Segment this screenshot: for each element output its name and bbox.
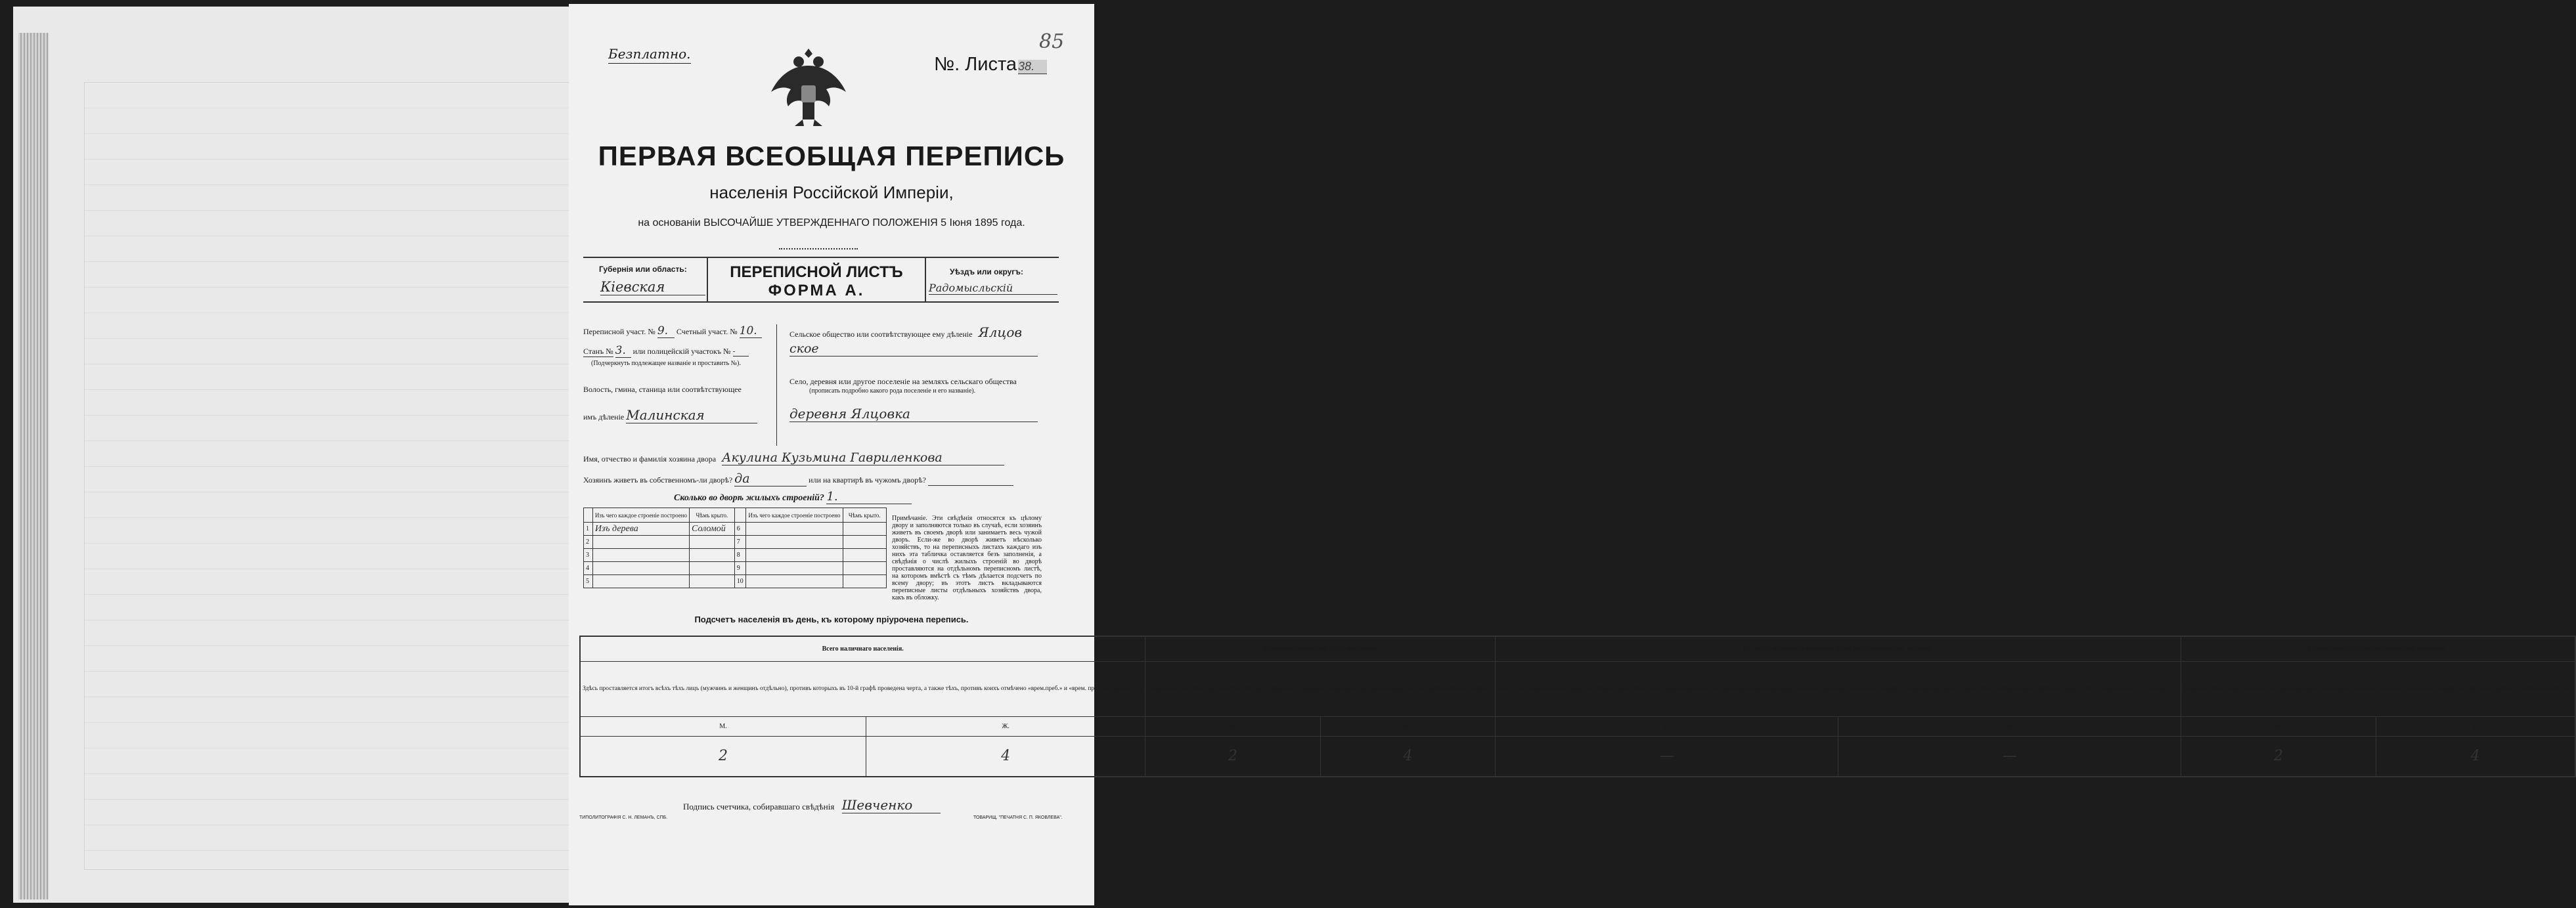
bt-n: 1 (584, 523, 593, 536)
buildings-value: 1. (826, 490, 912, 504)
page-stack-edge (18, 33, 49, 899)
bt-col-material-left: Изъ чего каждое строеніе построено (592, 508, 689, 523)
rural-label: Сельское общество или соотвѣтствующее ему дѣленіе (789, 330, 973, 339)
buildings-table (583, 508, 887, 588)
imprint-right: ТОВАРИЩ. "ПЕЧАТНЯ С. П. ЯКОВЛЕВА". (973, 815, 1063, 820)
ct-value: 2 (1145, 736, 1320, 777)
bt-n: 6 (734, 523, 746, 536)
rural-value-1: Ялцов (978, 324, 1023, 340)
owner-value: Акулина Кузьмина Гавриленкова (722, 450, 1004, 465)
volost-label: Волость, гмина, станица или соотвѣтствующее (583, 385, 742, 394)
province-label: Губернія или область: (599, 265, 687, 274)
ct-value: — (1838, 736, 2181, 777)
ct-female-label: Ж. (866, 716, 1145, 736)
census-section-field (583, 324, 762, 338)
stan-label: Станъ № (583, 347, 613, 356)
form-title (708, 263, 925, 300)
bt-roof: Соломой (690, 523, 735, 536)
form-title-line1: ПЕРЕПИСНОЙ ЛИСТЪ (730, 263, 903, 281)
bt-n: 8 (734, 549, 746, 562)
bt-n: 7 (734, 536, 746, 549)
district-cell (925, 258, 1059, 301)
volost-value: Малинская (626, 407, 757, 423)
ct-male-label: М. (580, 716, 866, 736)
ct-header: Въ числѣ наличнаго населенія было лицъ некрестьян. сословій. (1496, 636, 2181, 661)
stan-field (583, 344, 749, 358)
district-label: Уѣздъ или округъ: (950, 267, 1024, 276)
column-divider (776, 324, 777, 446)
bt-n: 3 (584, 549, 593, 562)
ct-description: Сюда вносится общее число всѣхъ тѣхъ лицъ (мужчинъ и женщинъ отдѣльно), противъ которыхъ въ 9-й графѣ отмѣчено «здѣсь». (1145, 661, 1496, 716)
free-label: Безплатно. (608, 46, 691, 64)
bt-col-roof-left: Чѣмъ крыто. (690, 508, 735, 523)
census-section-label: Переписной участ. № (583, 327, 655, 336)
owner-label: Имя, отчество и фамилія хозяина двора (583, 454, 717, 464)
census-section-value: 9. (657, 324, 675, 338)
rural-value-2: ское (789, 341, 1038, 357)
form-legal-basis: на основаніи ВЫСОЧАЙШЕ УТВЕРЖДЕННАГО ПОЛОЖЕНІЯ 5 Іюня 1895 года. (638, 217, 1025, 228)
bt-n: 9 (734, 562, 746, 575)
rented-value-line (928, 475, 1013, 486)
underline-note: (Подчеркнуть подлежащее названіе и проставить №). (591, 360, 741, 367)
village-label: Село, деревня или другое поселеніе на земляхъ сельскаго общества (789, 377, 1017, 386)
ct-value: 4 (866, 736, 1145, 777)
census-form-page (569, 4, 2573, 905)
archive-page-number: 85 (1039, 30, 1065, 53)
table-row (584, 562, 887, 575)
ct-male-label: М. (1145, 716, 1320, 736)
form-main-title: ПЕРВАЯ ВСЕОБЩАЯ ПЕРЕПИСЬ (598, 141, 1065, 171)
ct-description: Здѣсь проставляется (изъ графы 6-й) общее число всѣхъ лицъ некрестьянскихъ сословій (мужчинъ и женщинъ отдѣльно), противъ которыхъ въ графѣ 10-й проведена черта, а также тѣхъ, противъ коихъ отмѣчено «врем. преб.» и «врем. преб. со знакомъ V». (1496, 661, 2181, 716)
ornament-divider (779, 243, 858, 249)
ct-header: Постоянно живущаго здѣсь населенія. (1145, 636, 1496, 661)
bt-n: 4 (584, 562, 593, 575)
rented-label: или на квартирѣ въ чужомъ дворѣ? (809, 475, 926, 485)
form-subtitle: населенія Россійской Имперіи, (709, 183, 954, 202)
bleed-through-ruling (84, 82, 570, 870)
imprint-left: ТИПОЛИТОГРАФІЯ С. Н. ЛЕМАНЪ, СПБ. (579, 815, 668, 820)
own-house-value: да (734, 471, 807, 486)
buildings-field (674, 490, 912, 504)
left-blank-page (13, 7, 577, 903)
form-header-box (583, 257, 1059, 303)
sheet-number (934, 54, 1047, 76)
ct-description: Сюда вносится общее число всѣхъ лицъ (мужчинъ и женщинъ отдѣльно), противъ которыхъ въ графѣ 8-й отмѣчено «здѣсь» и «здѣсь въ волости». (2181, 661, 2575, 716)
bt-n: 5 (584, 575, 593, 588)
bt-n: 2 (584, 536, 593, 549)
signature-value: Шевченко (842, 797, 941, 813)
ct-value: 4 (2376, 736, 2575, 777)
count-table-title: Подсчетъ населенія въ день, къ которому пріурочена перепись. (694, 615, 969, 624)
bt-col-material-right: Изъ чего каждое строеніе построено (746, 508, 843, 523)
police-value: - (733, 347, 749, 357)
ct-description: Здѣсь проставляется итогъ всѣхъ тѣхъ лицъ (мужчинъ и женщинъ отдѣльно), противъ которыхъ въ 10-й графѣ проведена черта, а также тѣхъ, противъ коихъ отмѣчено «врем.преб.» и «врем. преб. со знакомъ V». (580, 661, 1145, 716)
ct-header: Приписаннаго здѣсь крестьянскаго населенія. (2181, 636, 2575, 661)
ct-value: 4 (1320, 736, 1495, 777)
volost-field (583, 407, 757, 423)
province-cell (583, 258, 708, 301)
population-count-table (579, 636, 2576, 777)
bt-col-n-right (734, 508, 746, 523)
signature-field (683, 797, 941, 813)
bt-col-roof-right: Чѣмъ крыто. (843, 508, 886, 523)
bt-col-n-left (584, 508, 593, 523)
volost-label-2: имъ дѣленіе (583, 412, 625, 422)
ct-male-label: М. (2181, 716, 2376, 736)
count-section-label: Счетный участ. № (676, 327, 738, 336)
count-section-value: 10. (740, 324, 762, 338)
police-label: или полицейскій участокъ № (633, 347, 731, 356)
owner-field (583, 450, 1004, 465)
signature-label: Подпись счетчика, собиравшаго свѣдѣнія (683, 802, 835, 811)
own-house-field (583, 471, 1013, 486)
rural-society-field (789, 324, 1022, 340)
table-row (584, 575, 887, 588)
buildings-label: Сколько во дворѣ жилыхъ строеній? (674, 493, 824, 503)
ct-female-label: Ж. (1838, 716, 2181, 736)
ct-female-label: Ж. (2376, 716, 2575, 736)
ct-female-label: Ж. (1320, 716, 1495, 736)
table-row (584, 549, 887, 562)
bt-n: 10 (734, 575, 746, 588)
own-house-label: Хозяинъ живетъ въ собственномъ-ли дворѣ? (583, 475, 733, 485)
sheet-number-value: 38. (1018, 60, 1047, 74)
ct-value: — (1496, 736, 1838, 777)
ct-male-label: М. (1496, 716, 1838, 736)
sheet-number-label: №. Листа (934, 54, 1017, 75)
ct-value: 2 (580, 736, 866, 777)
stan-value: 3. (615, 344, 631, 358)
district-value: Радомысльскій (929, 282, 1057, 295)
form-title-line2: ФОРМА А. (768, 282, 865, 299)
province-value: Кіевская (600, 279, 705, 295)
bt-material: Изъ дерева (592, 523, 689, 536)
table-row (584, 523, 887, 536)
imperial-eagle-emblem-icon (766, 46, 851, 131)
table-row (584, 536, 887, 549)
ct-header: Всего наличнаго населенія. (580, 636, 1145, 661)
ct-value: 2 (2181, 736, 2376, 777)
village-value: деревня Ялцовка (789, 406, 1038, 422)
buildings-note: Примѣчаніе. Эти свѣдѣнія относятся къ цѣлому двору и заполняются только въ случаѣ, если хозяинъ живетъ въ своемъ дворѣ или занимаетъ весь чужой дворъ. Если-же во дворѣ живетъ нѣсколько хозяйствъ, то на переписныхъ листахъ каждаго изъ нихъ эта табличка оставляется безъ заполненія, а свѣдѣнія о числѣ жилыхъ строеній во дворѣ проставляются на отдѣльномъ переписномъ листѣ, на которомъ вмѣстѣ съ тѣмъ дѣлается подсчетъ по всему двору; въ этотъ листъ вкладываются переписные листы отдѣльныхъ хозяйствъ двора, какъ въ обложку. (892, 515, 1042, 601)
village-note: (прописать подробно какого рода поселеніе и его названіе). (809, 387, 976, 395)
